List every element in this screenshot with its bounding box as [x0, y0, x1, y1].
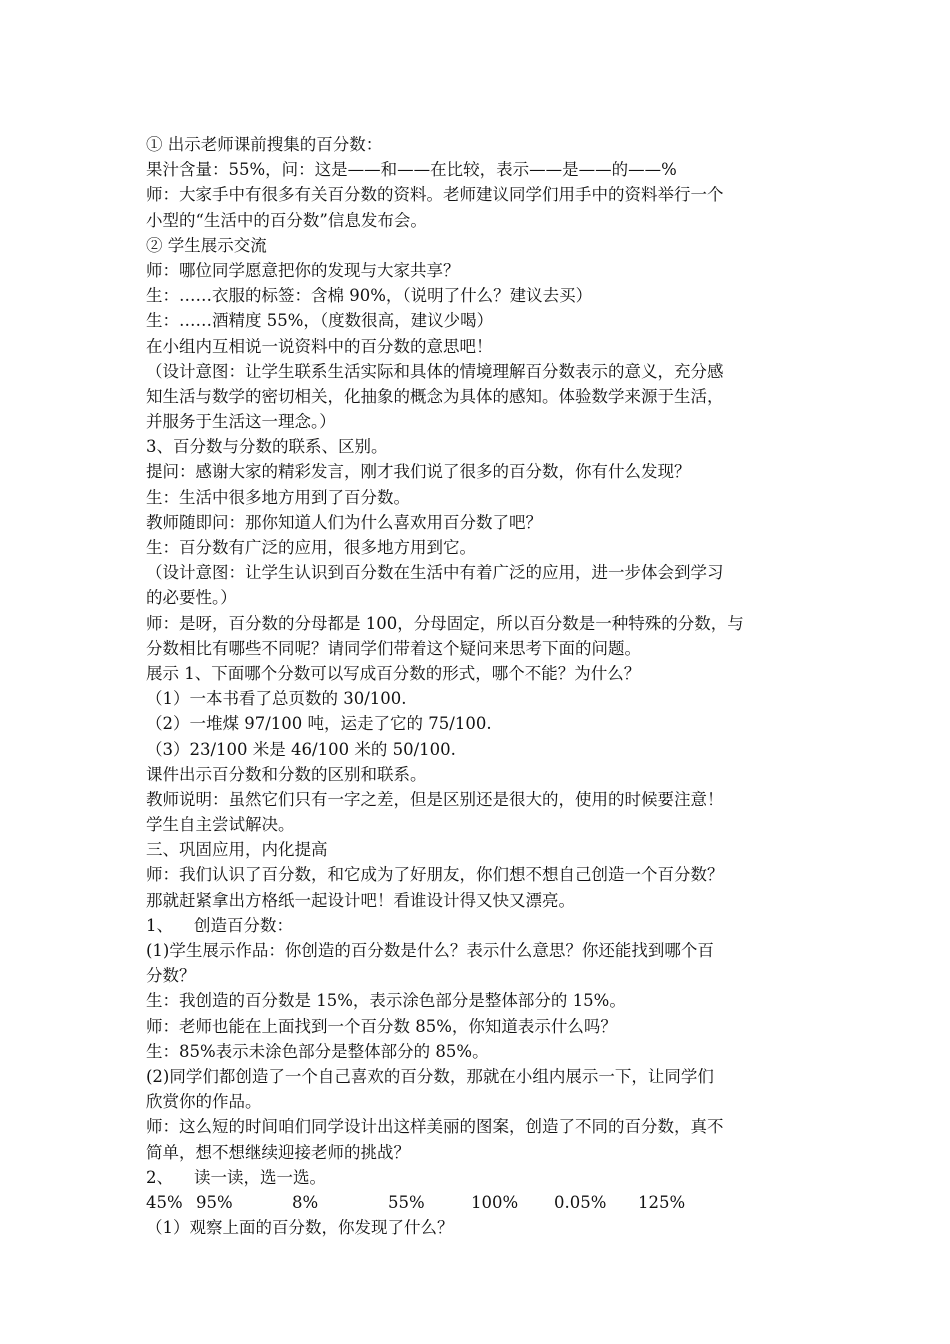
section-heading: 三、巩固应用，内化提高 [146, 840, 328, 860]
text-line: 教师随即问：那你知道人们为什么喜欢用百分数了吧？ [146, 512, 542, 532]
text-line: 展示 1、下面哪个分数可以写成百分数的形式，哪个不能？为什么？ [146, 663, 641, 683]
text-line: 小型的“生活中的百分数”信息发布会。 [146, 210, 427, 230]
text-line: 学生自主尝试解决。 [146, 815, 295, 835]
text-line: 生：百分数有广泛的应用，很多地方用到它。 [146, 538, 476, 557]
text-line: 生：……衣服的标签：含棉 90%，（说明了什么？建议去买） [146, 286, 593, 306]
text-line: (2)同学们都创造了一个自己喜欢的百分数，那就在小组内展示一下，让同学们 [146, 1066, 714, 1086]
text-line: 师：这么短的时间咱们同学设计出这样美丽的图案，创造了不同的百分数，真不 [146, 1117, 724, 1137]
text-line: 果汁含量：55%，问：这是——和——在比较，表示——是——的——% [146, 160, 677, 180]
subsection-heading: 2、 读一读，选一选。 [146, 1167, 326, 1187]
text-line: 那就赶紧拿出方格纸一起设计吧！看谁设计得又快又漂亮。 [146, 890, 575, 910]
section-heading: 3、百分数与分数的联系、区别。 [146, 437, 388, 457]
exercise-item: （3）23/100 米是 46/100 米的 50/100. [146, 739, 456, 759]
text-line: 师：我们认识了百分数，和它成为了好朋友，你们想不想自己创造一个百分数？ [146, 865, 724, 885]
text-line: ② 学生展示交流 [146, 235, 267, 255]
text-line: 在小组内互相说一说资料中的百分数的意思吧！ [146, 336, 493, 356]
percent-value: 8% [292, 1192, 319, 1212]
text-line: 并服务于生活这一理念。） [146, 412, 336, 432]
question-line: （1）观察上面的百分数，你发现了什么？ [146, 1218, 454, 1238]
exercise-item: （2）一堆煤 97/100 吨，运走了它的 75/100. [146, 714, 492, 734]
percent-value: 45% [146, 1192, 183, 1212]
percent-value: 95% [196, 1192, 233, 1212]
text-line: 师：是呀，百分数的分母都是 100，分母固定，所以百分数是一种特殊的分数，与 [146, 613, 744, 633]
text-line: 欣赏你的作品。 [146, 1092, 262, 1112]
text-line: （设计意图：让学生认识到百分数在生活中有着广泛的应用，进一步体会到学习 [146, 563, 724, 583]
text-line: 生：85%表示未涂色部分是整体部分的 85%。 [146, 1041, 489, 1061]
text-line: (1)学生展示作品：你创造的百分数是什么？表示什么意思？你还能找到哪个百 [146, 941, 714, 960]
percent-value: 100% [471, 1192, 519, 1212]
text-line: 知生活与数学的密切相关，化抽象的概念为具体的感知。体验数学来源于生活， [146, 386, 724, 406]
document-body [146, 132, 816, 1240]
text-line: ① 出示老师课前搜集的百分数： [146, 135, 383, 154]
percent-value: 0.05% [554, 1192, 607, 1212]
text-line: 分数相比有哪些不同呢？请同学们带着这个疑问来思考下面的问题。 [146, 638, 641, 658]
text-line: 生：……酒精度 55%，（度数很高，建议少喝） [146, 311, 494, 331]
text-line: 师：哪位同学愿意把你的发现与大家共享？ [146, 260, 460, 280]
text-line: 分数？ [146, 966, 196, 986]
text-line: 教师说明：虽然它们只有一字之差，但是区别还是很大的，使用的时候要注意！ [146, 789, 724, 809]
subsection-heading: 1、 创造百分数： [146, 915, 293, 935]
percent-list [146, 1190, 816, 1215]
exercise-item: （1）一本书看了总页数的 30/100. [146, 689, 407, 709]
text-line: 的必要性。） [146, 588, 237, 608]
text-line: 课件出示百分数和分数的区别和联系。 [146, 764, 427, 784]
text-line: 师：老师也能在上面找到一个百分数 85%，你知道表示什么吗？ [146, 1016, 617, 1036]
text-line: 生：生活中很多地方用到了百分数。 [146, 487, 410, 507]
text-line: 生：我创造的百分数是 15%，表示涂色部分是整体部分的 15%。 [146, 991, 626, 1011]
text-line: 简单，想不想继续迎接老师的挑战？ [146, 1142, 410, 1162]
text-line: （设计意图：让学生联系生活实际和具体的情境理解百分数表示的意义，充分感 [146, 361, 724, 381]
text-line: 提问：感谢大家的精彩发言，刚才我们说了很多的百分数，你有什么发现？ [146, 462, 691, 482]
text-line: 师：大家手中有很多有关百分数的资料。老师建议同学们用手中的资料举行一个 [146, 185, 724, 205]
percent-value: 125% [638, 1192, 686, 1212]
percent-value: 55% [388, 1192, 425, 1212]
